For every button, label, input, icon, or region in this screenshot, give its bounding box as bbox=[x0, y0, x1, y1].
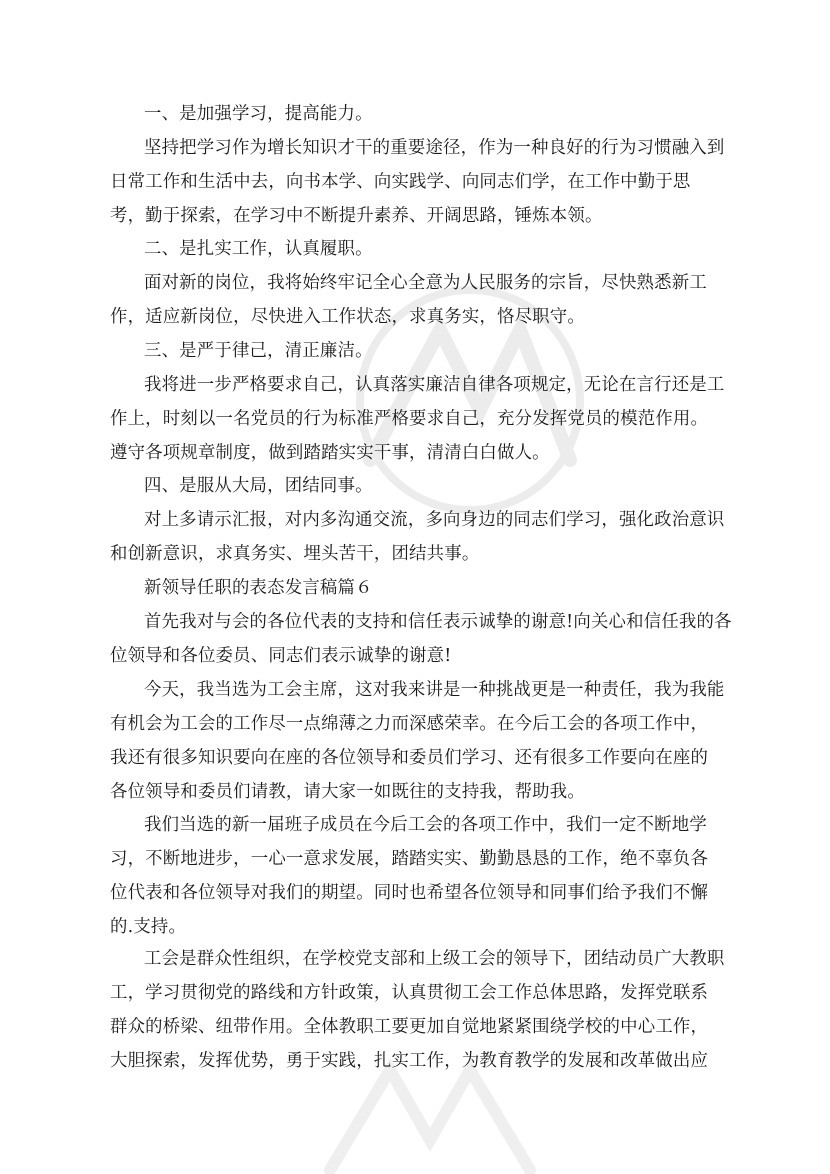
text-line: 遵守各项规章制度，做到踏踏实实干事，清清白白做人。 bbox=[110, 443, 550, 463]
text-line: 首先我对与会的各位代表的支持和信任表示诚挚的谢意!向关心和信任我的各 bbox=[144, 612, 732, 632]
paragraph bbox=[110, 368, 725, 470]
paragraph bbox=[110, 605, 732, 673]
text-line: 各位领导和委员们请教，请大家一如既往的支持我，帮助我。 bbox=[110, 782, 585, 802]
text-line: 新领导任职的表态发言稿篇６ bbox=[144, 578, 373, 598]
paragraph bbox=[110, 503, 725, 571]
text-line: 我们当选的新一届班子成员在今后工会的各项工作中，我们一定不断地学 bbox=[144, 815, 707, 835]
paragraph bbox=[110, 942, 725, 1078]
text-line: 坚持把学习作为增长知识才干的重要途径，作为一种良好的行为习惯融入到 bbox=[144, 138, 725, 158]
text-line: 一、是加强学习，提高能力。 bbox=[144, 104, 373, 124]
text-line: 面对新的岗位，我将始终牢记全心全意为人民服务的宗旨，尽快熟悉新工 bbox=[144, 273, 707, 293]
text-line: 大胆探索，发挥优势，勇于实践，扎实工作，为教育教学的发展和改革做出应 bbox=[110, 1051, 709, 1071]
paragraph bbox=[110, 334, 720, 368]
paragraph bbox=[110, 808, 720, 944]
text-line: 群众的桥梁、纽带作用。全体教职工要更加自觉地紧紧围绕学校的中心工作， bbox=[110, 1017, 709, 1037]
text-line: 考，勤于探索，在学习中不断提升素养、开阔思路，锤炼本领。 bbox=[110, 206, 603, 226]
text-line: 工会是群众性组织，在学校党支部和上级工会的领导下，团结动员广大教职 bbox=[144, 949, 725, 969]
text-line: 我还有很多知识要向在座的各位领导和委员们学习、还有很多工作要向在座的 bbox=[110, 748, 709, 768]
text-line: 三、是严于律己，清正廉洁。 bbox=[144, 341, 373, 361]
paragraph bbox=[110, 232, 720, 266]
text-line: 今天，我当选为工会主席，这对我来讲是一种挑战更是一种责任，我为我能 bbox=[144, 680, 725, 700]
paragraph bbox=[110, 469, 720, 503]
paragraph bbox=[110, 673, 725, 809]
paragraph bbox=[110, 266, 720, 334]
text-line: 对上多请示汇报，对内多沟通交流，多向身边的同志们学习，强化政治意识 bbox=[144, 510, 725, 530]
text-line: 四、是服从大局，团结同事。 bbox=[144, 476, 373, 496]
text-line: 的.支持。 bbox=[110, 917, 187, 937]
paragraph bbox=[110, 131, 725, 233]
text-line: 作，适应新岗位，尽快进入工作状态，求真务实，恪尽职守。 bbox=[110, 307, 585, 327]
text-line: 作上，时刻以一名党员的行为标准严格要求自己，充分发挥党员的模范作用。 bbox=[110, 409, 709, 429]
text-line: 位代表和各位领导对我们的期望。同时也希望各位领导和同事们给予我们不懈 bbox=[110, 883, 709, 903]
text-line: 二、是扎实工作，认真履职。 bbox=[144, 239, 373, 259]
paragraph bbox=[110, 97, 720, 131]
text-line: 位领导和各位委员、同志们表示诚挚的谢意! bbox=[110, 646, 452, 666]
text-line: 习，不断地进步，一心一意求发展，踏踏实实、勤勤恳恳的工作，绝不辜负各 bbox=[110, 849, 709, 869]
paragraph bbox=[110, 571, 720, 605]
text-line: 有机会为工会的工作尽一点绵薄之力而深感荣幸。在今后工会的各项工作中， bbox=[110, 714, 709, 734]
text-line: 工，学习贯彻党的路线和方针政策，认真贯彻工会工作总体思路，发挥党联系 bbox=[110, 983, 709, 1003]
text-line: 和创新意识，求真务实、埋头苦干，团结共事。 bbox=[110, 544, 480, 564]
text-line: 日常工作和生活中去，向书本学、向实践学、向同志们学，在工作中勤于思 bbox=[110, 172, 691, 192]
text-line: 我将进一步严格要求自己，认真落实廉洁自律各项规定，无论在言行还是工 bbox=[144, 375, 725, 395]
